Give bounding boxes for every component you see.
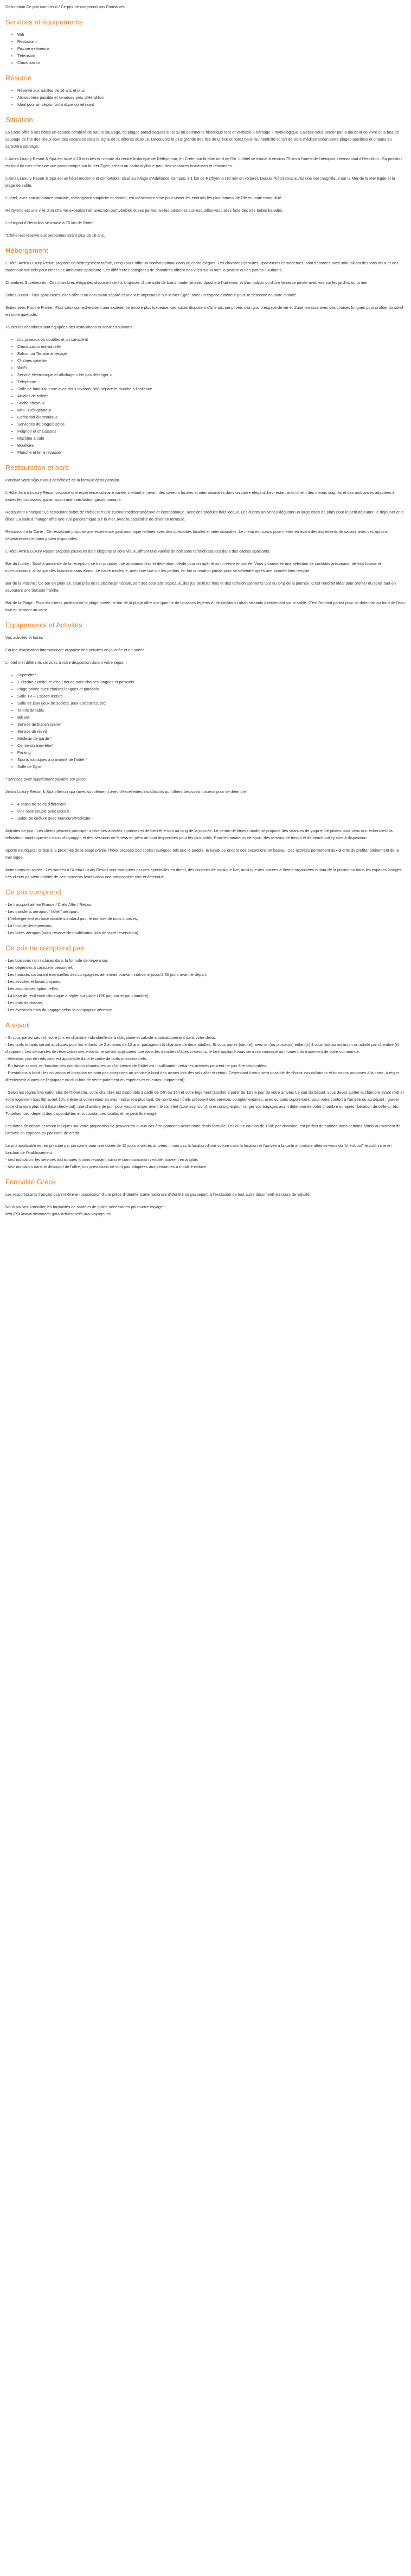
paragraph: L'Amira Luxury Resort & Spa est un hôtel moderne et confortable, situé au village d'Adelianos Kampos, à 1 km de Réthymno (10 min en voiture). Depuis l'hôtel vous aurez une vue magnifique sur la Mer de la Mer Égée et la plage de sable.: [5, 176, 395, 188]
paragraph: Animations en soirée : Les soirées à l'Amira Luxury Resort sont marquées par des spectacles en direct, des concerts de musique live, ainsi que des soirées à thème organisées autour de la piscine ou dans les espaces lounges. Les clients peuvent profiter de ces moments festifs dans une atmosphère chic et détendue.: [5, 867, 403, 879]
paragraph: La Crète offre à ses hôtes un espace combiné de nature sauvage, de plages paradisiaques ainsi qu'un patrimoine historique rare et véritable « héritage » mythologique. Laissez-vous bercer par la douceur de vivre et la beauté sauvage de l'île des Dieux pour des vacances sous le signe de la détente absolue. Découvrez la plus grande des îles de Grèce et optez pour l'authenticité et l'art de vivre méditerranéen entre plages paisibles et criques au caractère sauvage.: [5, 130, 399, 149]
line: - Les activités et loisirs payants,: [5, 979, 62, 984]
line: - Si vous partez seul(e), votre prix en chambre individuelle sera obligatoire et calculé automatiquement dans votre devis.: [5, 1035, 216, 1040]
list-item: • Superette*: [17, 671, 406, 678]
line: - Les assurances optionnelles,: [5, 986, 59, 991]
list-item: • Bouilloire: [17, 442, 406, 449]
paragraph: Bar de la Plage : Pour les clients profitant de la plage privée, le bar de la plage offre une gamme de boissons légères et de cocktails rafraîchissants directement sur le sable. C'est l'endroit parfait pour se détendre au bord de l'eau tout en sirotant un verre.: [5, 600, 405, 612]
room-equipment-list: [5, 336, 406, 456]
line: Les dates de départ et retour indiqués sur votre proposition ne peuvent en aucun cas être garanties avant notre devis l'arrivée. Les d'une caution de 150€ par chambre, est parfois demandée dans certains hôtels au moment de l'arrivée en espèces ou par carte de crédit.: [5, 1124, 401, 1135]
list-item: • Plage privée avec chaises longues et parasols: [17, 686, 406, 693]
paragraph: L'Hôtel Amira Luxury Resort propose un hébergement raffiné, conçu pour offrir un confort optimal dans un cadre élégant. Les chambres et suites, spacieuses et modernes, sont décorées avec soin, alliant des tons doux et des matériaux naturels pour créer une ambiance apaisante. Les différentes catégories de chambres offrent des vues sur la mer, la piscine ou les jardins luxuriants.: [5, 261, 399, 272]
paragraph: Vos activités et loisirs: [5, 635, 43, 640]
paragraph: L'hôtel, avec son ambiance familiale, mélangeant simplicité et confort, est idéalement situé pour visiter les endroits les plus fameux de l'île en toute tranquillité.: [5, 195, 282, 200]
a-savoir-section: [5, 1021, 406, 1170]
list-item: • Piscine extérieure: [17, 45, 406, 52]
formalite-section: [5, 1178, 406, 1217]
list-item: • Salle de bain luxueuse avec deux lavabos, WC séparé et douche à l'italienne: [17, 385, 406, 392]
ne-comprend-section: [5, 944, 406, 1013]
paragraph: Réthymno est une ville d'un charme exceptionnel, avec son port vénitien et ses petites ruelles piétonnes sur lesquelles vous allez faire des très belles balades.: [5, 208, 284, 213]
list-item: • Idéal pour un séjour romantique ou relaxant: [17, 101, 406, 108]
paragraph: L'hôtel met différents services à votre disposition durant votre séjour :: [5, 660, 127, 665]
line: - Les taxes aéroport (sous réserve de modification lors de votre réservation).: [5, 930, 139, 935]
paragraph: Restaurant à la Carte : Ce restaurant propose une expérience gastronomique raffinée avec des spécialités locales et internationales. Le menu est conçu pour mettre en avant des ingrédients de saison, avec des options végétariennes et sans gluten disponibles.: [5, 529, 388, 541]
line: Le prix applicable est en principe par personne pour une durée de 15 jours a pièces arrivées... mon pas la location d'une voiture mais la location et l'arrivée à la carte en voiture attestez-vous du "check out" le coût varie en fonction de l'établissement.: [5, 1143, 392, 1155]
list-item: • Lits jumeaux ou doubles et un canapé lit: [17, 336, 406, 343]
line: - La formule demi-pension,: [5, 923, 53, 928]
list-item: • Salle de Gym: [17, 763, 406, 770]
formalite-title: Formalité Grèce: [5, 1178, 56, 1186]
line: - Selon les règles internationales de l'hôtellerie, votre chambre est disponible à partir de 14h ou 15h et votre logement (souillé) à partir de 11h le jour de votre arrivée. Le jour du départ, vous devez quitter la chambre avant midi et votre logement (souillé) avant 10h, même si votre retour en avion est prévu plus tard. De nombreux hôtels prévoient des services complémentaires, avec ou sans supplément, pour votre confort à l'arrivée ou au départ : garder votre chambre plus tard (late check-out), une chambre de jour pour vous changer avant le transfert (courtesy room), une consigne pour ranger vos bagages avant détention de votre chambre ou après libération de celle-ci, etc. Toutefois, ceci dépend des disponibilités et circonstances locales et ne peut être exigé.: [5, 1090, 404, 1116]
list-item: • Coffre-fort électronique: [17, 414, 406, 421]
spa-list: [5, 801, 406, 822]
paragraph: L'Hôtel Amira Luxury Resort propose plusieurs bars élégants et conviviaux, offrant une variété de boissons rafraîchissantes dans des cadres apaisants.: [5, 549, 271, 554]
line: - seul indication; les services touristiques fournis reposent sur une communication verbale, souvent en anglais: [5, 1157, 198, 1162]
list-item: • Tennis de table: [17, 707, 406, 714]
list-item: • Serviettes de plage/piscine: [17, 421, 406, 428]
line: - seul indication dans le descriptif de l'offre, nos prestations ne sont pas adaptées aux personnes à mobilité réduite.: [5, 1164, 208, 1169]
paragraph: *L'hôtel est réservé aux personnes ayant plus de 16 ans.: [5, 233, 105, 238]
hebergement-section: [5, 246, 406, 456]
list-item: • Réservé aux adultes de 16 ans et plus: [17, 87, 406, 94]
paragraph: Toutes les chambres sont équipées des installations et services suivants :: [5, 325, 135, 329]
list-item: • Sports nautiques à proximité de l'hôtel *: [17, 756, 406, 763]
list-item: • Parking: [17, 749, 406, 756]
paragraph: Equipe d'animation internationale organise des activités en journée et en soirée.: [5, 648, 146, 652]
list-item: • Peignoir et chaussons: [17, 428, 406, 435]
list-item: • 1 Piscine extérieure d'eau douce avec chaises longues et parasols: [17, 678, 406, 686]
paragraph: Pendant votre séjour vous bénéficiez de la formule demi-pension.: [5, 478, 120, 483]
supplement-note: * services avec supplément payable sur place.: [5, 777, 87, 782]
diplomatie-link[interactable]: http://XXXwww.diplomatie.gouv.fr/fr/conseils-aux-voyageurs/: [5, 1211, 111, 1216]
list-item: • Climatisation: [17, 59, 406, 66]
list-item: • Balcon ou Terrace aménagé: [17, 350, 406, 357]
paragraph: Bar du Lobby : Situé à proximité de la réception, ce bar propose une ambiance chic et détendue, idéale pour un apéritif ou un verre en soirée. Vous y trouverez une sélection de cocktails artisanaux, de vins locaux et internationaux, ainsi que des boissons sans alcool. Le cadre moderne, avec une vue sur les jardins, en fait un endroit parfait pour se détendre après une journée bien remplie.: [5, 561, 381, 573]
paragraph: Suites avec Piscine Privée : Pour ceux qui recherchent une expérience encore plus luxueuse, ces suites disposent d'une piscine privée, d'un grand espace de vie et d'une terrasse avec des chaises longues pour profiter du soleil en toute quiétude.: [5, 305, 403, 317]
page: [0, 0, 411, 1234]
line: - Les éventuels frais de bagage selon la compagnie aérienne.: [5, 1007, 114, 1012]
ne-comprend-title: Ce prix ne comprend pas: [5, 944, 85, 952]
paragraph: L'Amira Luxury Resort & Spa est situé à 10 minutes en voiture du centre historique de Réthymnon, en Crète, sur la côte nord de l'île. L'hôtel se trouve à environ 75 km à l'ouest de l'aéroport international d'Héraklion . Sa position en bord de mer offre une vue panoramique sur la mer Égée, créant un cadre idyllique pour des vacances luxueuses et relaxantes.: [5, 156, 402, 168]
line: - En basse saison, en fonction des conditions climatiques ou d'affluence de l'hôtel est insuffisante, certaines activités peuvent ne pas être disponibles.: [5, 1063, 267, 1068]
situation-title: Situation: [5, 116, 33, 124]
spa-intro: Amira Luxury Resort & Spa offre un spa (avec supplément) avec d'excellentes installations qui offrent des soins luxueux pour se détendre :: [5, 789, 249, 794]
list-item: • Salle de jeux (jeux de société, jeux aux cartes, etc): [17, 700, 406, 707]
equipements-title: Equipements et Activités: [5, 621, 82, 629]
list-item: • Machine à café: [17, 435, 406, 442]
restauration-title: Restauration et bars: [5, 464, 69, 472]
list-item: • Chaînes satellite: [17, 357, 406, 364]
line: - Attention, pas de réduction est applicable dans le cadre de tarifs promotionnels.: [5, 1056, 147, 1061]
services-list: [5, 31, 406, 66]
services-section: [5, 18, 406, 66]
equipements-section: [5, 621, 406, 880]
list-item: • Restaurant: [17, 38, 406, 45]
resume-list: [5, 87, 406, 108]
list-item: • Télévision: [17, 52, 406, 59]
line: - Les hausses carburant éventuelles des compagnies aériennes pouvant intervenir jusqu'à 30 jours avant le départ,: [5, 972, 207, 977]
list-item: • Mini - Réfrigérateur: [17, 407, 406, 414]
hebergement-title: Hébergement: [5, 246, 48, 255]
list-item: • 4 salles de soins différentes: [17, 801, 406, 808]
line: - Les frais de dossier,: [5, 1000, 43, 1005]
paragraph: Activités de jour : Les clients peuvent participer à diverses activités sportives et de bien-être tout au long de la journée. Le centre de fitness moderne propose des séances de yoga et de pilates pour ceux qui recherchent la relaxation, tandis que des cours d'aquagym et des sessions de fitness en plein air sont disponibles pour les plus actifs. Pour les amateurs de sport, des terrains de tennis et de beach-volley sont à disposition.: [5, 828, 393, 840]
restauration-section: [5, 464, 406, 613]
paragraph: L'aéroport d'Héraklion se trouve à 75 km de l'hôtel.: [5, 220, 94, 225]
resume-section: [5, 74, 406, 108]
list-item: • Atmosphère paisible et luxueuse près d'Héraklion: [17, 94, 406, 101]
list-item: • Une salle couple avec jacuzzi: [17, 808, 406, 815]
line: - Le transport aérien France / Crète Aller / Retour,: [5, 902, 93, 907]
list-item: • Billiard: [17, 714, 406, 721]
paragraph: Suites Junior : Plus spacieuses, elles offrent un coin salon séparé et une vue imprenable sur la mer Égée, avec un espace extérieur pour se détendre en toute intimité.: [5, 293, 298, 297]
list-item: • Articles de toilette: [17, 392, 406, 399]
hotel-services-list: [5, 671, 406, 770]
list-item: • Service de réveil: [17, 728, 406, 735]
resume-title: Résumé: [5, 74, 32, 82]
list-item: • Téléphone: [17, 378, 406, 385]
line: Les ressortissants français doivent être en possession d'une pièce d'identité (carte nationale d'identité ou passeport, à l'exclusion de tout autre document) en cours de validité.: [5, 1192, 311, 1197]
list-item: • Climatisation individuelle: [17, 343, 406, 350]
paragraph: Bar de la Piscine : Ce bar en plein air, situé près de la piscine principale, sert des cocktails tropicaux, des jus de fruits frais et des rafraîchissements tout au long de la journée. C'est l'endroit idéal pour profiter du soleil tout en savourant une boisson fraîche.: [5, 581, 396, 593]
paragraph: L'Hôtel Amira Luxury Resort propose une expérience culinaire variée, mettant en avant des saveurs locales et internationales dans un cadre élégant. Les restaurants offrent des menus soignés et des ambiances adaptées à toutes les occasions, garantissant une satisfaction gastronomique.: [5, 490, 395, 502]
line: - Les transferts aéroport / hôtel / aéroport,: [5, 909, 79, 914]
list-item: • Sèche-cheveux: [17, 399, 406, 407]
line: - Les dépenses à caractère personnel,: [5, 965, 73, 970]
top-tabs-line: Description Ce prix comprend / Ce prix ne comprend pas Formalités: [5, 4, 125, 9]
list-item: • Salle TV – Espace lecture: [17, 693, 406, 700]
list-item: • Service de blanchisserie*: [17, 721, 406, 728]
line: - Les tarifs enfants seront appliqués pour les enfants de 2 à moins de 12 ans, partageant la chambre de deux adultes. Si vous partez (seul(e)) avec un (ou plusieurs) enfant(s) il vous faut au minimum un adulte par chambre (lit d'appoint). Les demandes de réservation des enfants ne seront appliquées que dans les tranches d'âges ci-dessus, le tarif appliqué vous sera communiqué au moment du traitement de votre commande.: [5, 1042, 399, 1054]
paragraph: Restaurant Principal : Le restaurant buffet de l'hôtel sert une cuisine méditerranéenne et internationale, avec des produits frais locaux. Les clients peuvent y déguster un large choix de plats pour le petit-déjeuner, le déjeuner et le dîner. La salle à manger offre une vue panoramique sur la mer, avec la possibilité de dîner en terrasse.: [5, 510, 404, 522]
paragraph: Sports nautiques : Grâce à la proximité de la plage privée, l'hôtel propose des sports nautiques tels que le paddle, le kayak ou encore des excursions en bateau. Ces activités permettent aux clients de profiter pleinement de la mer Égée.: [5, 848, 399, 860]
line: - Prestations à bord : les collations et boissons ne sont pas comprises au service à bord des avions lors des vols aller et retour. Cependant il vous sera possible de choisir vos collations et boissons proposés à la carte, à régler directement auprès de l'équipage ou d'un bon de vente paiement en espèces et en euros uniquement).: [5, 1070, 400, 1082]
list-item: • Planche et fer à repasser: [17, 449, 406, 456]
a-savoir-title: A savoir: [5, 1021, 31, 1029]
situation-section: [5, 116, 406, 239]
list-item: • Médecin de garde *: [17, 735, 406, 742]
paragraph: Chambres Supérieures : Ces chambres élégantes disposent de lits king-size, d'une salle de bains moderne avec douche à l'italienne, et d'un balcon ou d'une terrasse privée avec vue sur les jardins ou la mer.: [5, 280, 369, 285]
line: - L'hébergement en base double standard pour le nombre de nuits choisies,: [5, 916, 138, 921]
comprend-section: [5, 888, 406, 936]
list-item: • Wifi: [17, 31, 406, 38]
services-title: Services et équipements: [5, 18, 83, 26]
list-item: • Wi-Fi: [17, 364, 406, 371]
line: - La base de résilience climatique à régler sur place (15€ par jour et par chambre): [5, 993, 149, 998]
comprend-title: Ce prix comprend: [5, 888, 61, 896]
list-item: • Salon de coiffure avec Manicure/Pedicure: [17, 815, 406, 822]
line: Nous pouvez consulter les formalités de santé et de police nécessaires pour votre voyage :: [5, 1204, 165, 1209]
line: - Les boissons non incluses dans la formule demi-pension,: [5, 958, 108, 963]
list-item: • Centre du bien-être*: [17, 742, 406, 749]
list-item: • Service électronique et affichage « Ne pas déranger »: [17, 371, 406, 378]
